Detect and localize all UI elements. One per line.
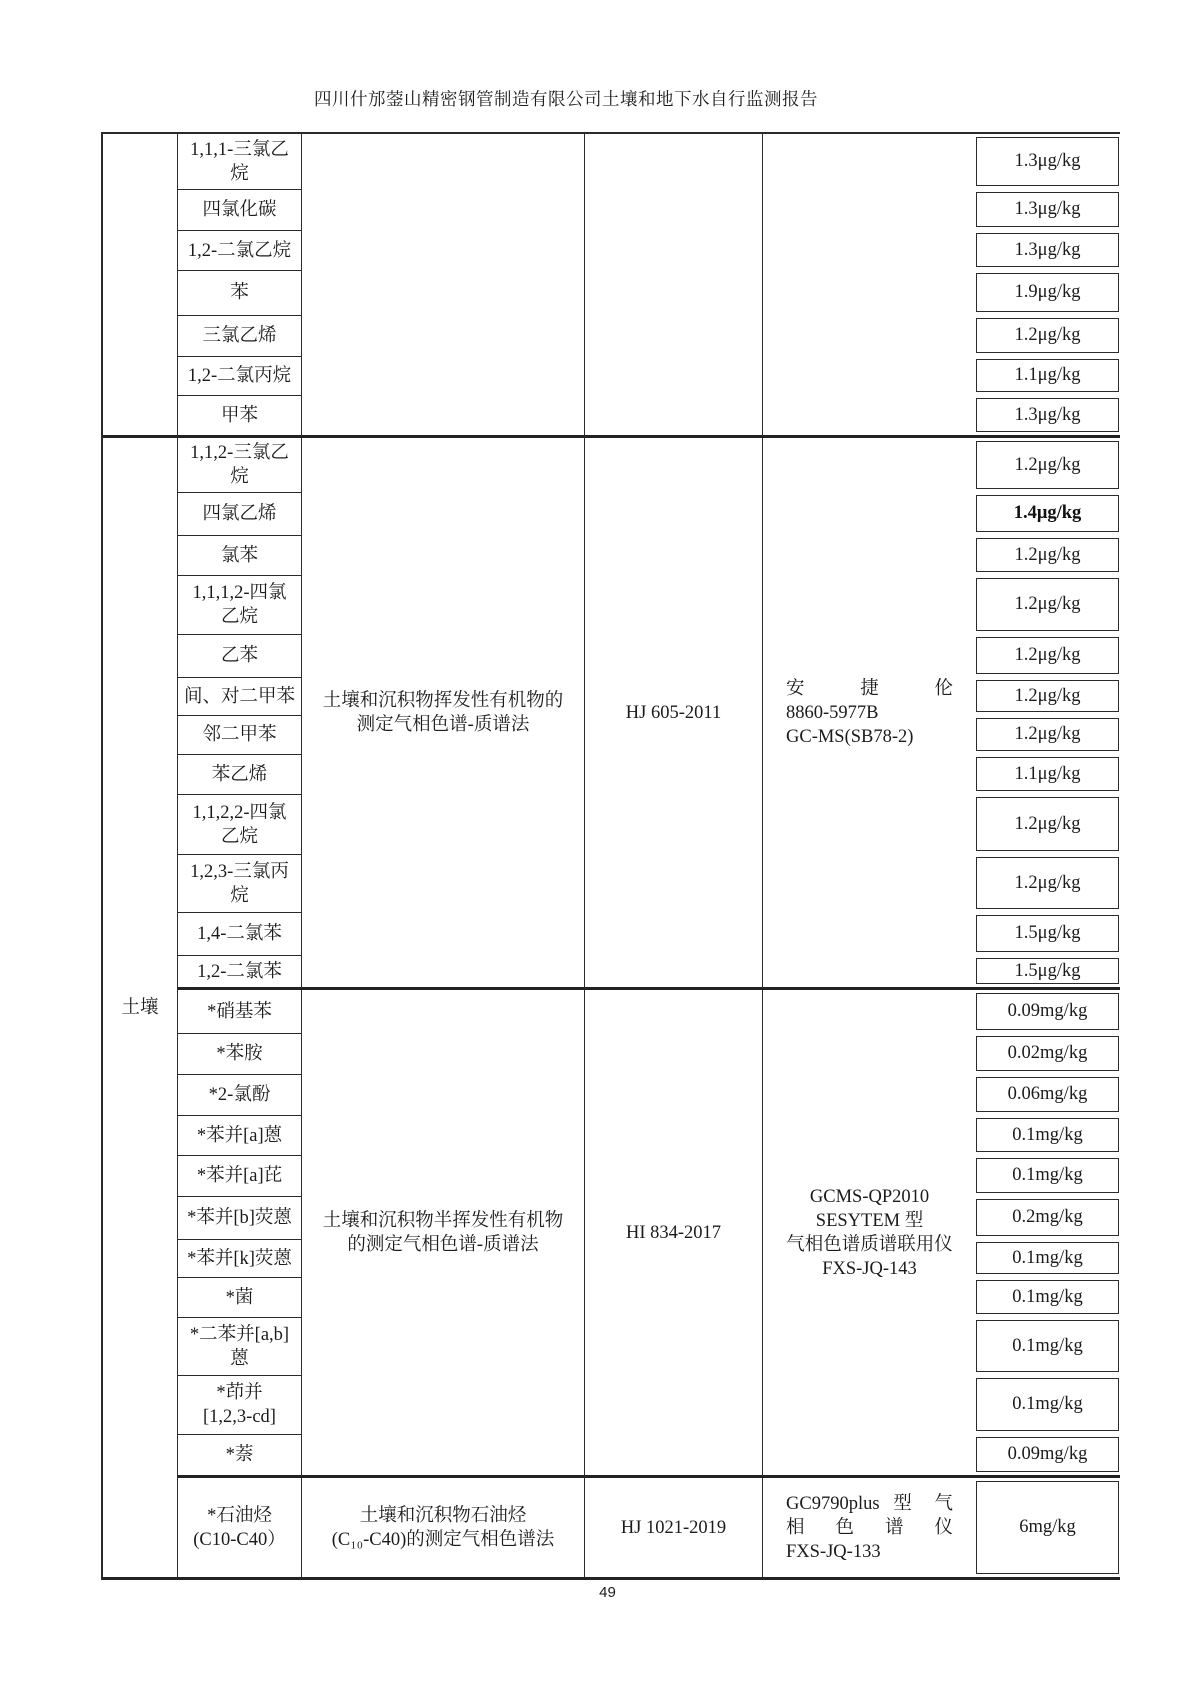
- detection-limit-cell: [976, 356, 1120, 395]
- chemical-name-line: 苯乙烯: [211, 764, 268, 785]
- chemical-name-cell: [177, 1196, 301, 1239]
- detection-limit-box: 0.06mg/kg: [976, 1077, 1119, 1112]
- detection-limit-cell: [976, 134, 1120, 189]
- chemical-name-cell: [177, 535, 301, 575]
- detection-limit-cell: [976, 189, 1120, 230]
- chemical-name-line: 1,2,3-三氯丙: [190, 861, 289, 882]
- chemical-name-line: 1,4-二氯苯: [197, 924, 282, 944]
- chemical-name-cell: [177, 1277, 301, 1317]
- chemical-name-line: 蒽: [230, 1348, 249, 1369]
- standard-cell: HI 834-2017: [584, 987, 762, 1475]
- chemical-name-line: *苯并[a]芘: [196, 1166, 283, 1186]
- chemical-name-line: 1,2-二氯苯: [197, 961, 282, 982]
- detection-limit-cell: [976, 315, 1120, 356]
- chemical-name-line: 四氯乙烯: [202, 504, 277, 524]
- detection-limit-box: 1.2μg/kg: [976, 718, 1119, 751]
- chemical-name-cell: [177, 1115, 301, 1155]
- method-line: 土壤和沉积物挥发性有机物的: [322, 690, 564, 711]
- instrument-line: GC-MS(SB78-2): [786, 726, 914, 747]
- detection-limit-cell: [976, 912, 1120, 955]
- instrument-line: GCMS-QP2010: [809, 1186, 930, 1207]
- detection-limit-cell: [976, 987, 1120, 1033]
- doc-title: 四川什邡蓥山精密钢管制造有限公司土壤和地下水自行监测报告: [314, 89, 818, 109]
- detection-limit-box: 1.3μg/kg: [976, 137, 1119, 186]
- detection-limit-box: 1.1μg/kg: [976, 359, 1119, 392]
- chemical-name-line: *菌: [225, 1287, 254, 1308]
- detection-limit-cell: [976, 230, 1120, 270]
- detection-limit-cell: [976, 1475, 1120, 1577]
- detection-limit-cell: [976, 535, 1120, 575]
- chemical-name-line: *苯并[k]荧蒽: [187, 1248, 292, 1269]
- chemical-name-line: *苯并[b]荧蒽: [187, 1208, 292, 1228]
- method-cell: [301, 1475, 584, 1577]
- detection-limit-box: 0.1mg/kg: [976, 1320, 1119, 1372]
- chemical-name-line: *萘: [225, 1445, 254, 1465]
- chemical-name-cell: [177, 634, 301, 677]
- instrument-cell: [762, 134, 976, 435]
- detection-limit-box: 1.2μg/kg: [976, 441, 1119, 489]
- chemical-name-cell: [177, 435, 301, 492]
- detection-limit-box: 0.2mg/kg: [976, 1199, 1119, 1236]
- detection-limit-cell: [976, 1115, 1120, 1155]
- chemical-name-line: [1,2,3-cd]: [203, 1407, 276, 1427]
- instrument-line: 安 捷 伦: [786, 678, 953, 699]
- detection-limit-box: 6mg/kg: [976, 1481, 1119, 1574]
- chemical-name-cell: [177, 1239, 301, 1277]
- standard-cell: HJ 1021-2019: [584, 1475, 762, 1577]
- chemical-name-line: 1,1,2-三氯乙: [190, 443, 289, 463]
- detection-limit-box: 1.1μg/kg: [976, 757, 1119, 791]
- chemical-name-line: 三氯乙烯: [202, 326, 277, 346]
- chemical-name-cell: [177, 1375, 301, 1434]
- detection-limit-cell: [976, 634, 1120, 677]
- detection-limit-cell: [976, 854, 1120, 912]
- chemical-name-line: 苯: [230, 283, 249, 303]
- chemical-name-cell: [177, 1475, 301, 1577]
- instrument-line: SESYTEM 型: [815, 1210, 924, 1231]
- chemical-name-cell: [177, 677, 301, 715]
- chemical-name-cell: [177, 1155, 301, 1196]
- detection-limit-box: 1.5μg/kg: [976, 915, 1119, 952]
- detection-limit-cell: [976, 794, 1120, 854]
- chemical-name-line: 1,1,2,2-四氯: [192, 802, 287, 823]
- detection-limit-cell: [976, 1277, 1120, 1317]
- detection-limit-box: 0.1mg/kg: [976, 1280, 1119, 1314]
- detection-limit-box: 1.3μg/kg: [976, 192, 1119, 227]
- detection-limit-box: 1.2μg/kg: [976, 538, 1119, 572]
- detection-limit-cell: [976, 955, 1120, 987]
- detection-limit-cell: [976, 575, 1120, 634]
- detection-limit-box: 1.2μg/kg: [976, 578, 1119, 631]
- detection-limit-box: 1.4μg/kg: [976, 495, 1119, 532]
- chemical-name-cell: [177, 230, 301, 270]
- method-line: 的测定气相色谱-质谱法: [347, 1234, 539, 1255]
- instrument-cell: [762, 1475, 976, 1577]
- detection-limit-cell: [976, 1239, 1120, 1277]
- detection-limit-box: 1.3μg/kg: [976, 398, 1119, 432]
- method-cell: [301, 435, 584, 987]
- detection-limit-box: 0.1mg/kg: [976, 1378, 1119, 1431]
- standard-cell: [584, 134, 762, 435]
- method-line: 测定气相色谱-质谱法: [356, 714, 530, 735]
- detection-limit-box: 1.3μg/kg: [976, 233, 1119, 267]
- chemical-name-line: 乙烷: [220, 607, 258, 627]
- chemical-name-cell: [177, 754, 301, 794]
- instrument-line: FXS-JQ-133: [786, 1541, 881, 1562]
- chemical-name-line: 邻二甲苯: [202, 725, 277, 745]
- chemical-name-line: 乙烷: [220, 826, 258, 847]
- chemical-name-line: *硝基苯: [207, 1001, 272, 1022]
- category-cell-empty: [103, 134, 177, 435]
- chemical-name-cell: [177, 1317, 301, 1375]
- detection-limit-cell: [976, 492, 1120, 535]
- instrument-line: FXS-JQ-143: [822, 1258, 917, 1279]
- chemical-name-line: *二苯并[a,b]: [189, 1324, 290, 1345]
- chemical-name-cell: [177, 1434, 301, 1475]
- instrument-line: 气相色谱质谱联用仪: [786, 1234, 953, 1255]
- detection-limit-box: 1.2μg/kg: [976, 857, 1119, 909]
- detection-limit-cell: [976, 395, 1120, 435]
- chemical-name-line: *苯胺: [216, 1044, 263, 1064]
- detection-limit-cell: [976, 1196, 1120, 1239]
- instrument-line: 8860-5977B: [786, 702, 879, 723]
- category-cell: 土壤: [103, 435, 177, 1577]
- chemical-name-cell: [177, 955, 301, 987]
- chemical-name-cell: [177, 912, 301, 955]
- chemical-name-cell: [177, 270, 301, 315]
- chemical-name-cell: [177, 492, 301, 535]
- chemical-name-cell: [177, 1033, 301, 1074]
- detection-limit-box: 0.1mg/kg: [976, 1118, 1119, 1152]
- page-number: 49: [599, 1584, 616, 1601]
- chemical-name-line: (C10-C40）: [193, 1529, 286, 1550]
- chemical-name-cell: [177, 1074, 301, 1115]
- chemical-name-line: 甲苯: [220, 405, 258, 426]
- method-cell: [301, 987, 584, 1475]
- chemical-name-cell: [177, 794, 301, 854]
- detection-limit-box: 0.1mg/kg: [976, 1242, 1119, 1274]
- detection-limit-box: 1.2μg/kg: [976, 637, 1119, 674]
- chemical-name-cell: [177, 395, 301, 435]
- detection-limit-box: 1.2μg/kg: [976, 318, 1119, 353]
- detection-limit-cell: [976, 270, 1120, 315]
- detection-limit-cell: [976, 677, 1120, 715]
- chemical-name-cell: [177, 987, 301, 1033]
- chemical-name-line: *茚并: [216, 1383, 263, 1403]
- instrument-cell: [762, 987, 976, 1475]
- detection-limit-cell: [976, 1317, 1120, 1375]
- chemical-name-line: 四氯化碳: [202, 200, 277, 220]
- detection-limit-cell: [976, 1033, 1120, 1074]
- chemical-name-cell: [177, 315, 301, 356]
- detection-limit-box: 0.09mg/kg: [976, 993, 1119, 1030]
- chemical-name-cell: [177, 189, 301, 230]
- detection-limit-box: 1.2μg/kg: [976, 797, 1119, 851]
- chemical-name-cell: [177, 715, 301, 754]
- detection-limit-cell: [976, 754, 1120, 794]
- chemical-name-cell: [177, 134, 301, 189]
- chemical-name-line: 烷: [230, 885, 249, 906]
- detection-limit-cell: [976, 1074, 1120, 1115]
- detection-limit-box: 0.1mg/kg: [976, 1158, 1119, 1193]
- standard-cell: HJ 605-2011: [584, 435, 762, 987]
- method-line: 土壤和沉积物石油烃: [359, 1505, 527, 1526]
- chemical-name-line: *苯并[a]蒽: [196, 1125, 283, 1146]
- chemical-name-line: 1,1,1-三氯乙: [190, 139, 289, 160]
- detection-limit-box: 0.02mg/kg: [976, 1036, 1119, 1071]
- instrument-line: GC9790plus 型 气: [786, 1493, 953, 1514]
- chemical-name-line: 1,2-二氯丙烷: [187, 366, 292, 386]
- detection-limit-cell: [976, 435, 1120, 492]
- chemical-name-line: 烷: [230, 163, 249, 184]
- chemical-name-cell: [177, 854, 301, 912]
- detection-limit-box: 1.5μg/kg: [976, 958, 1119, 984]
- detection-limit-cell: [976, 1375, 1120, 1434]
- detection-limit-cell: [976, 1155, 1120, 1196]
- chemical-name-line: 间、对二甲苯: [183, 686, 295, 707]
- chemical-name-line: *石油烃: [207, 1505, 272, 1526]
- method-line: 土壤和沉积物半挥发性有机物: [322, 1210, 564, 1231]
- chemical-name-line: 氯苯: [220, 545, 258, 566]
- detection-limit-box: 1.2μg/kg: [976, 680, 1119, 712]
- chemical-name-line: *2-氯酚: [208, 1085, 271, 1105]
- detection-limit-box: 1.9μg/kg: [976, 273, 1119, 312]
- chemical-name-line: 1,2-二氯乙烷: [187, 240, 292, 261]
- chemical-name-cell: [177, 356, 301, 395]
- detection-limit-cell: [976, 1434, 1120, 1475]
- chemical-name-line: 烷: [230, 467, 249, 487]
- detection-limit-cell: [976, 715, 1120, 754]
- method-line: (C₁₀-C40)的测定气相色谱法: [331, 1529, 555, 1550]
- method-cell: [301, 134, 584, 435]
- chemical-name-line: 1,1,1,2-四氯: [192, 583, 287, 603]
- chemical-name-line: 乙苯: [220, 646, 258, 666]
- chemical-name-cell: [177, 575, 301, 634]
- monitoring-table: [101, 132, 1120, 1580]
- instrument-cell: [762, 435, 976, 987]
- detection-limit-box: 0.09mg/kg: [976, 1437, 1119, 1472]
- instrument-line: 相 色 谱 仪: [786, 1517, 953, 1538]
